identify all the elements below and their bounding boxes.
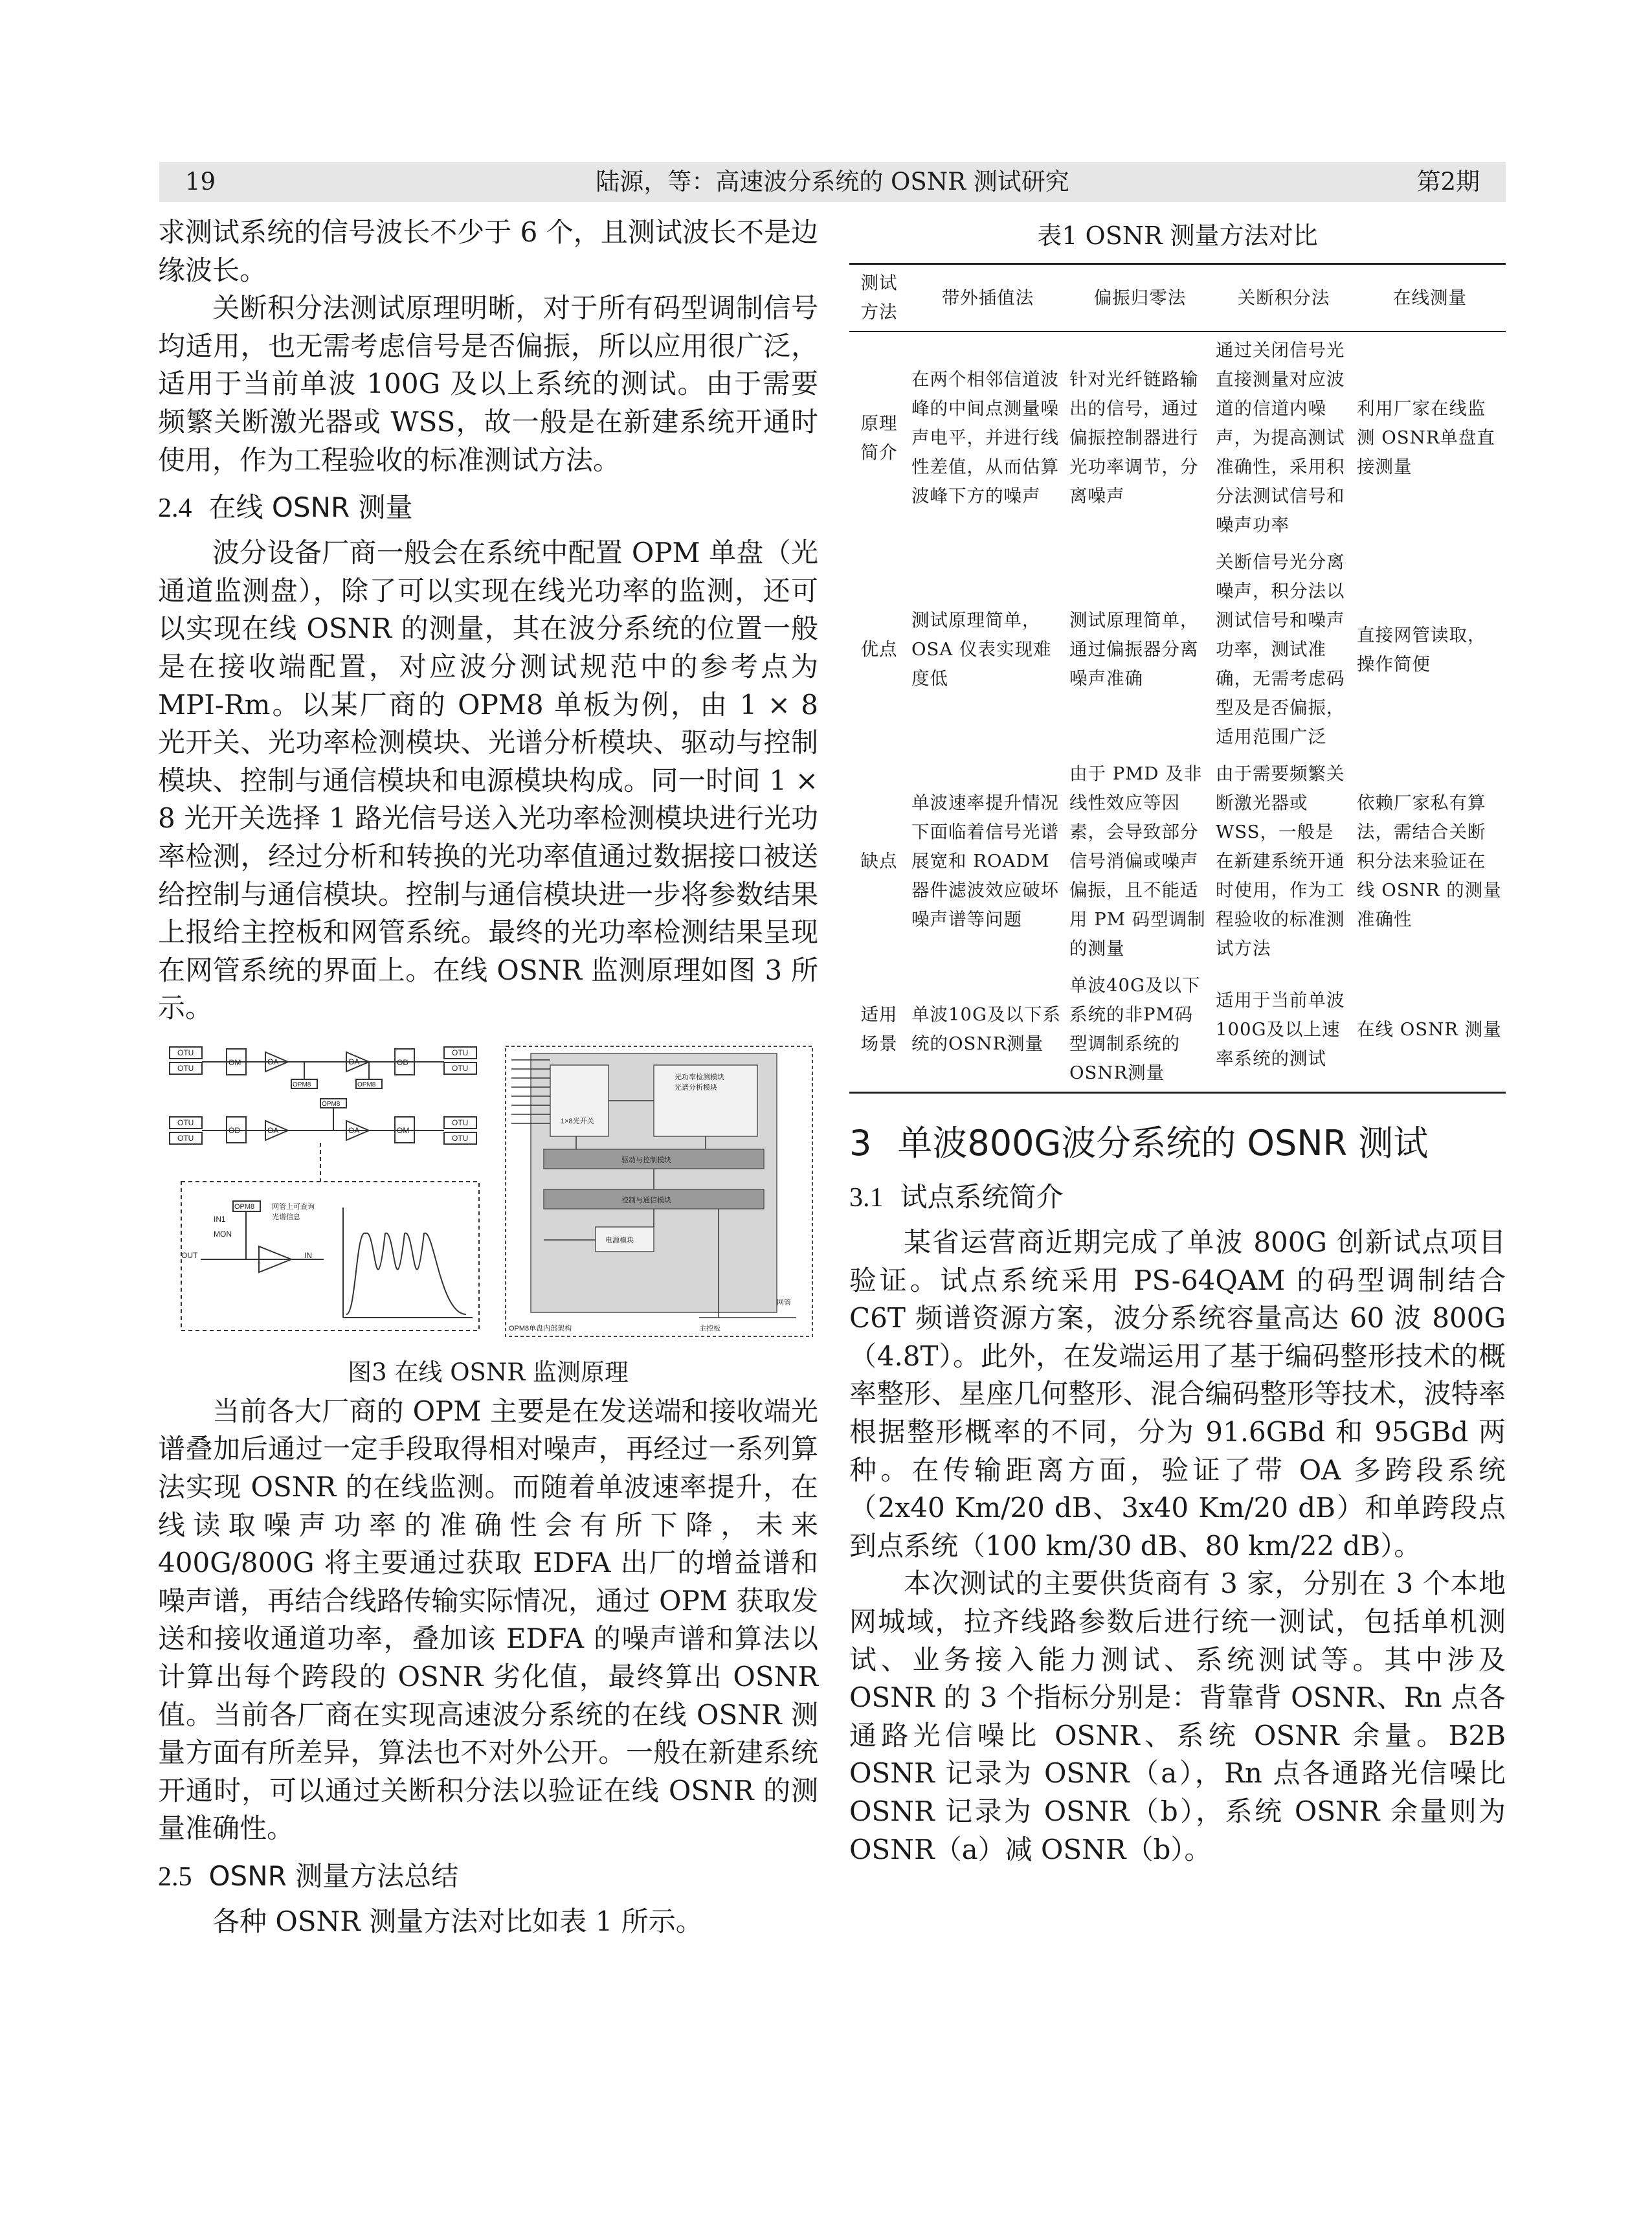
figure-caption: 图3 在线 OSNR 监测原理 bbox=[348, 1358, 629, 1386]
table-header: 关断积分法 bbox=[1237, 287, 1330, 308]
table-cell: 利用厂家在线监测 OSNR单盘直接测量 bbox=[1357, 398, 1495, 477]
otu-label: OTU bbox=[452, 1063, 469, 1073]
table-cell: 依赖厂家私有算法，需结合关断积分法来验证在线 OSNR 的测量准确性 bbox=[1357, 793, 1502, 930]
section-number: 3 bbox=[849, 1123, 872, 1164]
section-title: OSNR 测量方法总结 bbox=[208, 1860, 459, 1892]
in1-label: IN1 bbox=[214, 1214, 226, 1224]
running-header bbox=[159, 162, 1506, 202]
table-header: 带外插值法 bbox=[941, 287, 1034, 308]
opm8-label: OPM8 bbox=[293, 1081, 311, 1088]
power-module-label: 电源模块 bbox=[605, 1236, 634, 1244]
opm8-board-architecture-diagram bbox=[505, 1046, 813, 1337]
network-note: 网管上可查询 bbox=[272, 1202, 315, 1211]
otu-label: OTU bbox=[177, 1048, 194, 1057]
oa-label: OA bbox=[348, 1125, 360, 1135]
table-cell: 单波10G及以下系统的OSNR测量 bbox=[911, 1004, 1061, 1054]
figure-3 bbox=[158, 1039, 818, 1343]
section-heading-3 bbox=[849, 1121, 1506, 1166]
in-label: IN bbox=[304, 1250, 312, 1260]
table-cell: 单波速率提升情况下面临着信号光谱展宽和 ROADM 器件滤波效应破坏噪声谱等问题 bbox=[911, 793, 1059, 930]
opm8-label: OPM8 bbox=[322, 1100, 340, 1108]
section-number: 2.5 bbox=[158, 1862, 192, 1892]
osnr-method-comparison-table bbox=[849, 263, 1506, 1094]
otu-label: OTU bbox=[452, 1048, 469, 1057]
table-cell: 测试原理简单，通过偏振器分离噪声准确 bbox=[1069, 610, 1199, 689]
main-board-label: 主控板 bbox=[699, 1324, 720, 1332]
oa-label: OA bbox=[348, 1057, 360, 1066]
otu-label: OTU bbox=[177, 1133, 194, 1143]
paragraph: 某省运营商近期完成了单波 800G 创新试点项目验证。试点系统采用 PS-64QAM 的码型调制结合 C6T 频谱资源方案，波分系统容量高达 60 波 800G（4.8T）。此外，在发端运用了基于编码整形技术的概率整形、星座几何整形、混合编码整形等技术，波特率根据整形概率的不同，分为 91.6GBd 和 95GBd 两种。在传输距离方面，验证了带 OA 多跨段系统（2x40 Km/20 dB、3x40 Km/20 dB）和单跨段点到点系统（100 km/30 dB、80 km/22 dB）。 bbox=[849, 1226, 1506, 1562]
table-header: 偏振归零法 bbox=[1093, 287, 1187, 308]
om-label: OM bbox=[397, 1125, 410, 1135]
board-title: OPM8单盘内部架构 bbox=[509, 1324, 572, 1332]
table-header: 测试方法 bbox=[860, 273, 898, 322]
row-label: 缺点 bbox=[860, 851, 898, 871]
control-comm-label: 控制与通信模块 bbox=[621, 1196, 671, 1204]
section-heading-3-1 bbox=[849, 1178, 1506, 1217]
otu-label: OTU bbox=[177, 1118, 194, 1127]
paragraph: 波分设备厂商一般会在系统中配置 OPM 单盘（光通道监测盘），除了可以实现在线光功率的监测，还可以实现在线 OSNR 的测量，其在波分系统的位置一般是在接收端配置，对应波分测试规范中的参考点为 MPI-Rm。以某厂商的 OPM8 单板为例，由 1 × 8 光开关、光功率检测模块、光谱分析模块、驱动与控制模块、控制与通信模块和电源模块构成。同一时间 1 × 8 光开关选择 1 路光信号送入光功率检测模块进行光功率检测，经过分析和转换的光功率值通过数据接口被送给控制与通信模块。控制与通信模块进一步将参数结果上报给主控板和网管系统。最终的光功率检测结果呈现在网管系统的界面上。在线 OSNR 监测原理如图 3 所示。 bbox=[158, 537, 818, 1024]
section-number: 3.1 bbox=[849, 1183, 884, 1213]
otu-label: OTU bbox=[452, 1133, 469, 1143]
network-note: 光谱信息 bbox=[272, 1213, 300, 1221]
osnr-monitoring-system-diagram bbox=[162, 1039, 486, 1337]
right-column bbox=[849, 214, 1506, 1869]
osa-label: 光功率检测模块 bbox=[675, 1073, 724, 1081]
table-row bbox=[849, 756, 1506, 967]
network-label: 网管 bbox=[777, 1298, 791, 1307]
otu-label: OTU bbox=[177, 1063, 194, 1073]
table-cell: 测试原理简单，OSA 仪表实现难度低 bbox=[911, 610, 1052, 689]
om-label: OM bbox=[229, 1057, 241, 1067]
od-label: OD bbox=[229, 1125, 240, 1135]
section-title: 试点系统简介 bbox=[900, 1181, 1064, 1213]
table-cell: 在线 OSNR 测量 bbox=[1357, 1018, 1502, 1040]
opm8-label: OPM8 bbox=[357, 1081, 376, 1088]
table-cell: 适用于当前单波100G及以上速率系统的测试 bbox=[1216, 989, 1345, 1069]
row-label: 优点 bbox=[860, 639, 898, 660]
row-label: 原理简介 bbox=[860, 412, 898, 463]
table-cell: 由于需要频繁关断激光器或 WSS，一般是在新建系统开通时使用，作为工程验收的标准测试方法 bbox=[1216, 763, 1345, 959]
issue-number: 第2期 bbox=[1416, 168, 1480, 196]
running-title: 陆源，等：高速波分系统的 OSNR 测试研究 bbox=[596, 168, 1069, 196]
table-cell: 单波40G及以下系统的非PM码型调制系统的OSNR测量 bbox=[1069, 975, 1201, 1083]
left-column bbox=[158, 214, 818, 1941]
paragraph: 求测试系统的信号波长不少于 6 个，且测试波长不是边缘波长。 bbox=[158, 216, 818, 286]
section-title: 在线 OSNR 测量 bbox=[208, 491, 413, 524]
table-row bbox=[849, 332, 1506, 544]
paragraph: 各种 OSNR 测量方法对比如表 1 所示。 bbox=[212, 1906, 703, 1937]
osa-label: 光谱分析模块 bbox=[675, 1083, 717, 1092]
mon-label: MON bbox=[214, 1229, 232, 1239]
section-number: 2.4 bbox=[158, 493, 192, 524]
table-cell: 关断信号光分离噪声，积分法以测试信号和噪声功率，测试准确，无需考虑码型及是否偏振，适用范围广泛 bbox=[1216, 552, 1345, 747]
section-title: 单波800G波分系统的 OSNR 测试 bbox=[897, 1123, 1429, 1164]
od-label: OD bbox=[397, 1057, 408, 1067]
table-row bbox=[849, 967, 1506, 1093]
opm8-label: OPM8 bbox=[234, 1202, 255, 1211]
oa-label: OA bbox=[267, 1057, 279, 1066]
drive-control-label: 驱动与控制模块 bbox=[621, 1156, 671, 1164]
oa-label: OA bbox=[267, 1125, 279, 1135]
otu-label: OTU bbox=[452, 1118, 469, 1127]
table-header: 在线测量 bbox=[1393, 287, 1467, 308]
section-heading-2-5 bbox=[158, 1857, 818, 1896]
table-header-row bbox=[849, 264, 1506, 332]
table-caption: 表1 OSNR 测量方法对比 bbox=[1037, 221, 1318, 250]
table-cell: 在两个相邻信道波峰的中间点测量噪声电平，并进行线性差值，从而估算波峰下方的噪声 bbox=[911, 369, 1059, 506]
table-cell: 由于 PMD 及非线性效应等因素，会导致部分信号消偏或噪声偏振，且不能适用 PM 码型调制的测量 bbox=[1069, 763, 1206, 959]
page-number: 19 bbox=[185, 168, 216, 196]
table-cell: 通过关闭信号光直接测量对应波道的信道内噪声，为提高测试准确性，采用积分法测试信号和噪声功率 bbox=[1216, 340, 1345, 535]
paragraph: 关断积分法测试原理明晰，对于所有码型调制信号均适用，也无需考虑信号是否偏振，所以应用很广泛，适用于当前单波 100G 及以上系统的测试。由于需要频繁关断激光器或 WSS，故一般是在新建系统开通时使用，作为工程验收的标准测试方法。 bbox=[158, 292, 818, 476]
section-heading-2-4 bbox=[158, 488, 818, 528]
table-row bbox=[849, 544, 1506, 756]
paragraph: 当前各大厂商的 OPM 主要是在发送端和接收端光谱叠加后通过一定手段取得相对噪声，再经过一系列算法实现 OSNR 的在线监测。而随着单波速率提升，在线读取噪声功率的准确性会有所下降，未来 400G/800G 将主要通过获取 EDFA 出厂的增益谱和噪声谱，再结合线路传输实际情况，通过 OPM 获取发送和接收通道功率，叠加该 EDFA 的噪声谱和算法以计算出每个跨段的 OSNR 劣化值，最终算出 OSNR 值。当前各厂商在实现高速波分系统的在线 OSNR 测量方面有所差异，算法也不对外公开。一般在新建系统开通时，可以通过关断积分法以验证在线 OSNR 的测量准确性。 bbox=[158, 1395, 818, 1845]
row-label: 适用场景 bbox=[860, 1004, 898, 1054]
table-cell: 针对光纤链路输出的信号，通过偏振控制器进行光功率调节，分离噪声 bbox=[1069, 369, 1199, 506]
switch-label: 1×8光开关 bbox=[561, 1117, 594, 1125]
out-label: OUT bbox=[181, 1250, 198, 1260]
table-cell: 直接网管读取，操作简便 bbox=[1357, 624, 1486, 675]
paragraph: 本次测试的主要供货商有 3 家，分别在 3 个本地网城域，拉齐线路参数后进行统一测试，包括单机测试、业务接入能力测试、系统测试等。其中涉及 OSNR 的 3 个指标分别是：背靠背 OSNR、Rn 点各通路光信噪比 OSNR、系统 OSNR 余量。B2B OSNR 记录为 OSNR（a），Rn 点各通路光信噪比 OSNR 记录为 OSNR（b），系统 OSNR 余量则为 OSNR（a）减 OSNR（b）。 bbox=[849, 1568, 1506, 1865]
